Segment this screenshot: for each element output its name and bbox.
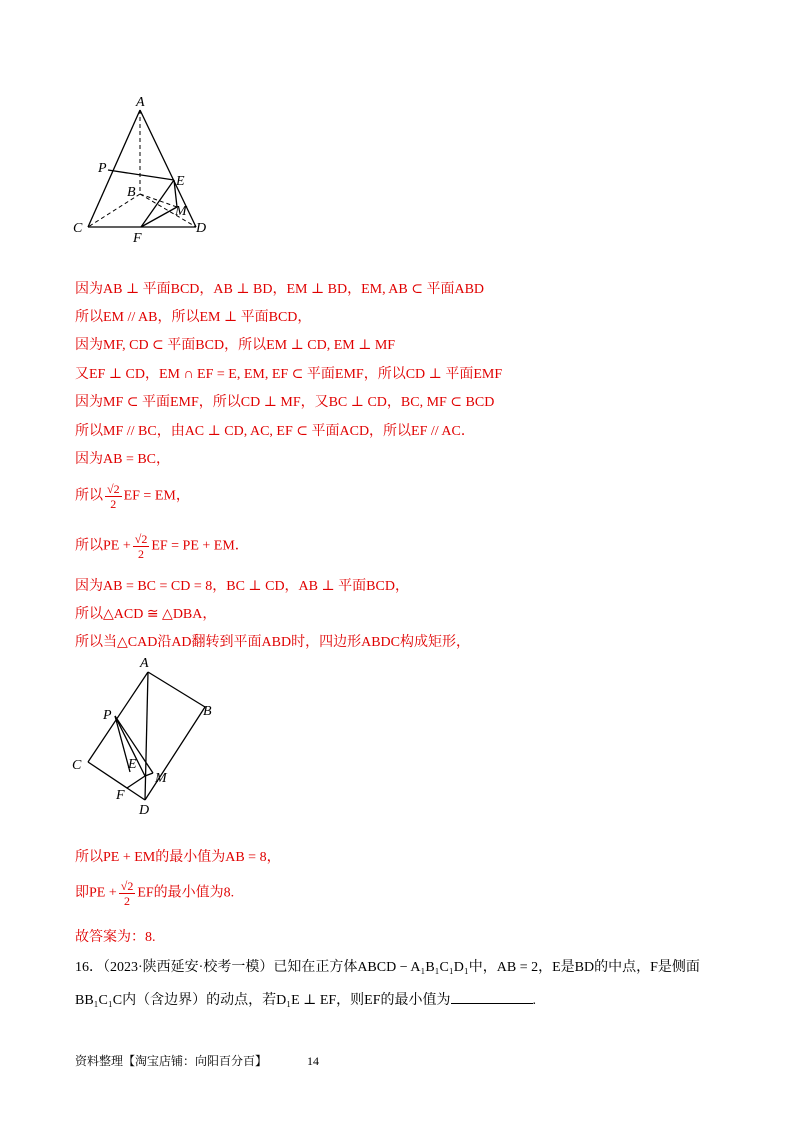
problem-16-end: . [532,993,536,1008]
solution-line-9 [75,532,249,561]
solution-line-3: 因为MF, CD ⊂ 平面BCD，所以EM ⊥ CD, EM ⊥ MF [75,338,396,353]
fraction-numerator: √2 [134,532,148,546]
vertex-label-P: P [103,708,112,723]
line14-prefix: 即PE + [75,885,117,901]
vertex-label-D: D [196,221,207,236]
solution-line-6: 所以MF // BC，由AC ⊥ CD, AC, EF ⊂ 平面ACD，所以EF // AC． [75,424,475,439]
answer-blank[interactable] [451,991,533,1004]
sqrt2-over-2-fraction [105,482,122,511]
tetrahedron-figure [68,92,218,242]
vertex-label-M: M [155,771,167,786]
fraction-denominator: 2 [124,894,131,908]
vertex-label-A: A [136,95,145,110]
solution-line-2: 所以EM // AB，所以EM ⊥ 平面BCD， [75,310,312,325]
solution-line-8 [75,482,190,511]
solution-line-10: 因为AB = BC = CD = 8，BC ⊥ CD，AB ⊥ 平面BCD， [75,579,409,594]
solution-line-7: 因为AB = BC， [75,452,171,467]
vertex-label-C: C [72,758,82,773]
unfolded-rectangle-figure [65,652,230,822]
vertex-label-E: E [176,174,185,189]
line9-prefix: 所以PE + [75,538,131,554]
vertex-label-B: B [203,704,212,719]
line9-suffix: EF = PE + EM． [151,538,249,554]
vertex-label-P: P [98,161,107,176]
problem-16-line-1: 16．（2023·陕西延安·校考一模）已知在正方体ABCD − A₁B₁C₁D₁中，AB = 2，E是BD的中点，F是侧面 [75,960,700,975]
vertex-label-F: F [133,231,142,242]
solution-line-12: 所以当△CAD沿AD翻转到平面ABD时，四边形ABDC构成矩形， [75,635,470,650]
solution-answer: 故答案为：8. [75,930,156,945]
vertex-label-M: M [175,204,187,219]
fraction-denominator: 2 [110,497,117,511]
solution-line-11: 所以△ACD ≅ △DBA， [75,607,217,622]
line8-prefix: 所以 [75,488,103,504]
fraction-numerator: √2 [107,482,120,496]
solution-line-5: 因为MF ⊂ 平面EMF，所以CD ⊥ MF，又BC ⊥ CD，BC, MF ⊂ BCD [75,395,495,410]
vertex-label-F: F [116,788,125,803]
fraction-numerator: √2 [120,879,134,893]
line14-suffix: EF的最小值为8. [137,885,235,901]
vertex-label-D: D [139,803,150,818]
problem-16-text: BB₁C₁C内（含边界）的动点，若D₁E ⊥ EF，则EF的最小值为 [75,993,451,1008]
line8-suffix: EF = EM， [123,488,190,504]
vertex-label-B: B [127,185,136,200]
solution-line-14 [75,879,234,908]
solution-line-13: 所以PE + EM的最小值为AB = 8， [75,850,281,865]
sqrt2-over-2-fraction [119,879,136,908]
solution-line-1: 因为AB ⊥ 平面BCD，AB ⊥ BD，EM ⊥ BD，EM, AB ⊂ 平面ABD [75,282,485,297]
fraction-denominator: 2 [138,547,145,561]
solution-line-4: 又EF ⊥ CD，EM ∩ EF = E, EM, EF ⊂ 平面EMF，所以CD ⊥ 平面EMF [75,367,503,382]
vertex-label-C: C [73,221,83,236]
vertex-label-A: A [140,656,149,671]
problem-16-line-2 [75,991,536,1010]
page-number: 14 [307,1054,320,1068]
sqrt2-over-2-fraction [133,532,150,561]
page-footer [75,1052,319,1069]
vertex-label-E: E [128,757,137,772]
footer-source: 资料整理【淘宝店铺：向阳百分百】 [75,1054,268,1068]
